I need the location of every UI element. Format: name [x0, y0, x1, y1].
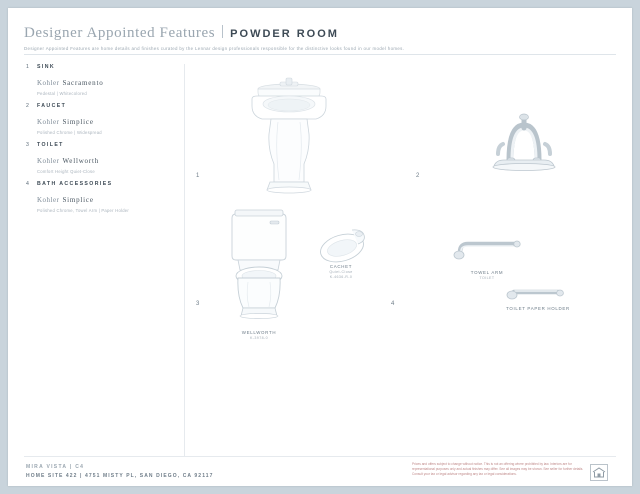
spec-body — [37, 150, 166, 174]
caption-sub: Quiet-Close — [329, 269, 353, 274]
spec-brand: Kohler — [37, 157, 60, 165]
spec-item-bath-accessories — [26, 181, 166, 213]
spec-brand: Kohler — [37, 79, 60, 87]
footer-address-block — [26, 464, 214, 479]
spec-brand: Kohler — [37, 118, 60, 126]
spec-description: Polished Chrome, Towel Arm | Paper Holder — [37, 208, 130, 213]
spec-category: BATH ACCESSORIES — [37, 181, 113, 187]
caption-towel-arm — [456, 270, 518, 281]
title-main: Designer Appointed Features — [24, 25, 216, 41]
product-image-paper-holder — [504, 282, 568, 308]
footer-address: HOME SITE 422 | 4751 MISTY PL, SAN DIEGO, CA 92117 — [26, 473, 214, 479]
header-subtitle: Designer Appointed Features are home details and finishes curated by the Lennar design professionals responsible for the distinctive looks found in our model homes. — [24, 46, 405, 51]
caption-cachet — [306, 264, 376, 280]
spec-list — [26, 64, 166, 220]
caption-name: WELLWORTH — [241, 330, 277, 335]
spec-item-toilet — [26, 142, 166, 174]
title-room: POWDER ROOM — [230, 28, 339, 40]
marker-1: 1 — [196, 173, 200, 179]
caption-name: CACHET — [329, 264, 353, 269]
header-divider — [24, 54, 616, 55]
spec-brand: Kohler — [37, 196, 60, 204]
spec-body — [37, 111, 166, 135]
spec-category: SINK — [37, 64, 55, 70]
spec-category: FAUCET — [37, 103, 67, 109]
spec-item-faucet — [26, 103, 166, 135]
caption-number: K-4636-R-0 — [329, 274, 353, 279]
caption-number: K-3978-0 — [250, 335, 268, 340]
caption-paper-holder — [500, 306, 576, 312]
spec-head — [26, 64, 166, 70]
spec-description: Polished Chrome | Widespread — [37, 130, 102, 135]
spec-model: Wellworth — [62, 157, 100, 165]
product-image-toilet-seat — [314, 222, 370, 266]
spec-head — [26, 181, 166, 187]
spec-model: Simplice — [62, 118, 94, 126]
spec-model: Simplice — [62, 196, 94, 204]
spec-body — [37, 189, 166, 213]
product-image-towel-arm — [452, 236, 524, 264]
caption-name: TOILET PAPER HOLDER — [506, 306, 570, 311]
spec-number: 4 — [26, 181, 30, 187]
footer-community: MIRA VISTA | C4 — [26, 464, 85, 470]
spec-number: 1 — [26, 64, 30, 70]
marker-2: 2 — [416, 173, 420, 179]
spec-head — [26, 142, 166, 148]
marker-4: 4 — [391, 301, 395, 307]
product-image-toilet — [224, 208, 294, 320]
product-image-sink — [234, 72, 344, 196]
page-title — [24, 24, 604, 42]
document-header — [24, 24, 604, 51]
equal-housing-opportunity-icon — [590, 464, 608, 481]
caption-name: TOWEL ARM — [470, 270, 504, 275]
marker-3: 3 — [196, 301, 200, 307]
caption-number: TOILET — [479, 275, 495, 280]
caption-wellworth — [224, 330, 294, 341]
footer-disclaimer: Prices and offers subject to change without notice. This is not an offering where prohibited by law. Interiors are for representational purposes only and actual finishes may differ. See all images may be shown. See seller for further details. Consult your tax or legal advisor regarding any tax or legal considerations. — [412, 462, 584, 476]
title-divider-rule — [222, 25, 223, 38]
spec-head — [26, 103, 166, 109]
spec-number: 3 — [26, 142, 30, 148]
document-sheet — [8, 8, 632, 486]
spec-body — [37, 72, 166, 96]
product-image-faucet — [484, 104, 564, 176]
spec-number: 2 — [26, 103, 30, 109]
spec-model: Sacramento — [62, 79, 104, 87]
content-divider — [184, 64, 185, 456]
footer-divider — [24, 456, 616, 457]
spec-item-sink — [26, 64, 166, 96]
spec-category: TOILET — [37, 142, 64, 148]
spec-description: Pedestal | Whitecolored — [37, 91, 87, 96]
spec-description: Comfort Height Quiet-Close — [37, 169, 95, 174]
